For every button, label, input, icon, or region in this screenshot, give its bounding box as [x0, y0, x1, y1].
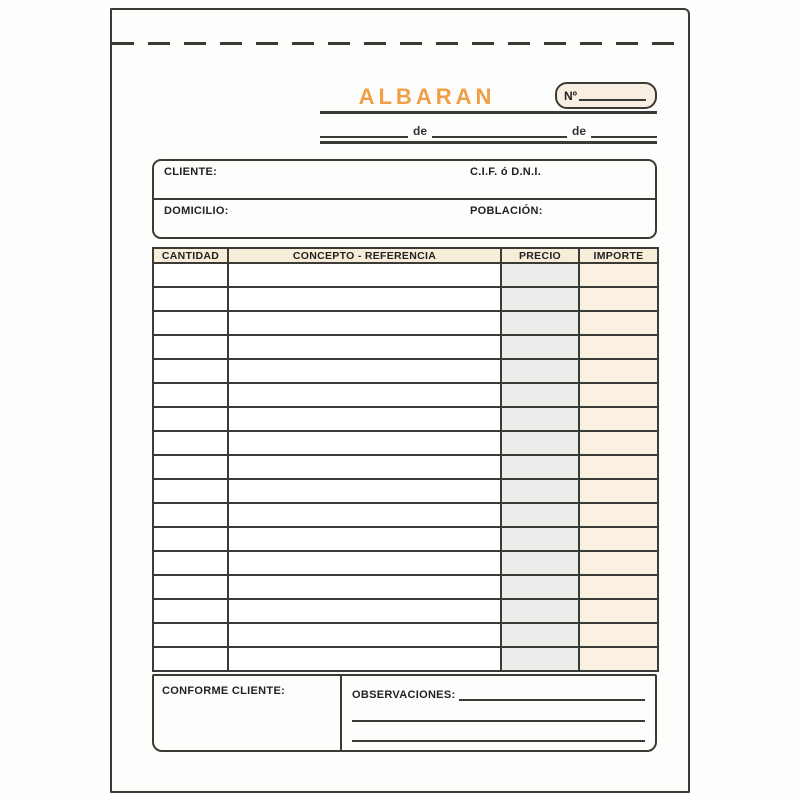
cif-dni-label: C.I.F. ó D.N.I. — [470, 166, 542, 178]
cell-cantidad — [153, 431, 228, 455]
observaciones-line — [352, 718, 645, 722]
items-table — [152, 247, 659, 672]
table-row — [153, 623, 658, 647]
cell-precio — [501, 359, 579, 383]
table-row — [153, 431, 658, 455]
table-row — [153, 551, 658, 575]
cell-importe — [579, 455, 658, 479]
cell-importe — [579, 575, 658, 599]
cell-precio — [501, 287, 579, 311]
header-precio: PRECIO — [501, 248, 579, 263]
table-row — [153, 311, 658, 335]
table-row — [153, 359, 658, 383]
title-rule — [320, 111, 657, 114]
cell-concepto — [228, 599, 501, 623]
domicilio-label: DOMICILIO: — [164, 205, 229, 217]
header-cantidad: CANTIDAD — [153, 248, 228, 263]
footer-box — [152, 674, 657, 752]
cell-precio — [501, 407, 579, 431]
cell-precio — [501, 479, 579, 503]
cell-precio — [501, 431, 579, 455]
cell-cantidad — [153, 383, 228, 407]
cell-cantidad — [153, 503, 228, 527]
header-concepto-referencia: CONCEPTO - REFERENCIA — [228, 248, 501, 263]
cell-precio — [501, 527, 579, 551]
cell-concepto — [228, 431, 501, 455]
cell-cantidad — [153, 455, 228, 479]
cell-concepto — [228, 479, 501, 503]
cell-importe — [579, 551, 658, 575]
cell-importe — [579, 383, 658, 407]
delivery-note-page — [110, 8, 690, 793]
cell-importe — [579, 287, 658, 311]
cell-cantidad — [153, 479, 228, 503]
cell-importe — [579, 263, 658, 287]
cell-precio — [501, 263, 579, 287]
table-row — [153, 575, 658, 599]
cell-precio — [501, 575, 579, 599]
cell-concepto — [228, 527, 501, 551]
cell-cantidad — [153, 359, 228, 383]
cell-cantidad — [153, 599, 228, 623]
cell-importe — [579, 311, 658, 335]
cell-concepto — [228, 383, 501, 407]
table-row — [153, 335, 658, 359]
table-row — [153, 263, 658, 287]
cell-precio — [501, 647, 579, 671]
cell-importe — [579, 335, 658, 359]
table-body — [153, 263, 658, 671]
cell-cantidad — [153, 311, 228, 335]
cell-importe — [579, 431, 658, 455]
table-row — [153, 503, 658, 527]
numero-underline — [579, 99, 646, 101]
cell-concepto — [228, 503, 501, 527]
cell-cantidad — [153, 287, 228, 311]
conforme-panel — [154, 676, 342, 750]
cell-concepto — [228, 359, 501, 383]
date-connector: de — [413, 124, 428, 138]
cell-concepto — [228, 311, 501, 335]
cell-precio — [501, 335, 579, 359]
cell-cantidad — [153, 623, 228, 647]
table-row — [153, 287, 658, 311]
observaciones-line — [459, 689, 645, 701]
date-connector: de — [571, 124, 586, 138]
cell-precio — [501, 551, 579, 575]
date-year-blank — [591, 122, 657, 138]
table-header-row — [153, 248, 658, 263]
table-row — [153, 527, 658, 551]
poblacion-label: POBLACIÓN: — [470, 205, 543, 217]
cell-cantidad — [153, 527, 228, 551]
cliente-label: CLIENTE: — [164, 166, 218, 178]
cell-concepto — [228, 551, 501, 575]
client-info-box — [152, 159, 657, 239]
cell-concepto — [228, 287, 501, 311]
cell-cantidad — [153, 551, 228, 575]
observaciones-panel — [342, 676, 655, 750]
cell-importe — [579, 503, 658, 527]
table-row — [153, 599, 658, 623]
cell-precio — [501, 623, 579, 647]
header-importe: IMPORTE — [579, 248, 658, 263]
cell-concepto — [228, 455, 501, 479]
table-row — [153, 383, 658, 407]
cell-concepto — [228, 407, 501, 431]
cell-concepto — [228, 647, 501, 671]
numero-box — [555, 82, 657, 109]
cell-precio — [501, 599, 579, 623]
cell-concepto — [228, 575, 501, 599]
table-row — [153, 455, 658, 479]
cell-cantidad — [153, 407, 228, 431]
observaciones-line — [352, 739, 645, 743]
cell-precio — [501, 383, 579, 407]
cell-concepto — [228, 335, 501, 359]
date-rule — [320, 141, 657, 144]
cell-cantidad — [153, 575, 228, 599]
cell-importe — [579, 479, 658, 503]
cell-precio — [501, 455, 579, 479]
table-row — [153, 647, 658, 671]
date-month-blank — [432, 122, 567, 138]
numero-label: Nº — [564, 88, 578, 103]
cell-importe — [579, 623, 658, 647]
cell-importe — [579, 599, 658, 623]
cell-cantidad — [153, 647, 228, 671]
form-title: ALBARAN — [358, 84, 496, 109]
cell-importe — [579, 359, 658, 383]
cell-precio — [501, 311, 579, 335]
table-row — [153, 479, 658, 503]
date-line — [320, 120, 657, 138]
address-row — [154, 200, 655, 237]
cell-cantidad — [153, 263, 228, 287]
observaciones-label: OBSERVACIONES: — [352, 689, 456, 701]
perforation-dashed-line — [112, 42, 688, 45]
cell-cantidad — [153, 335, 228, 359]
table-row — [153, 407, 658, 431]
cell-precio — [501, 503, 579, 527]
cell-importe — [579, 407, 658, 431]
cell-importe — [579, 647, 658, 671]
date-day-blank — [320, 122, 408, 138]
conforme-cliente-label: CONFORME CLIENTE: — [162, 685, 286, 697]
cell-importe — [579, 527, 658, 551]
client-row — [154, 161, 655, 200]
cell-concepto — [228, 623, 501, 647]
cell-concepto — [228, 263, 501, 287]
